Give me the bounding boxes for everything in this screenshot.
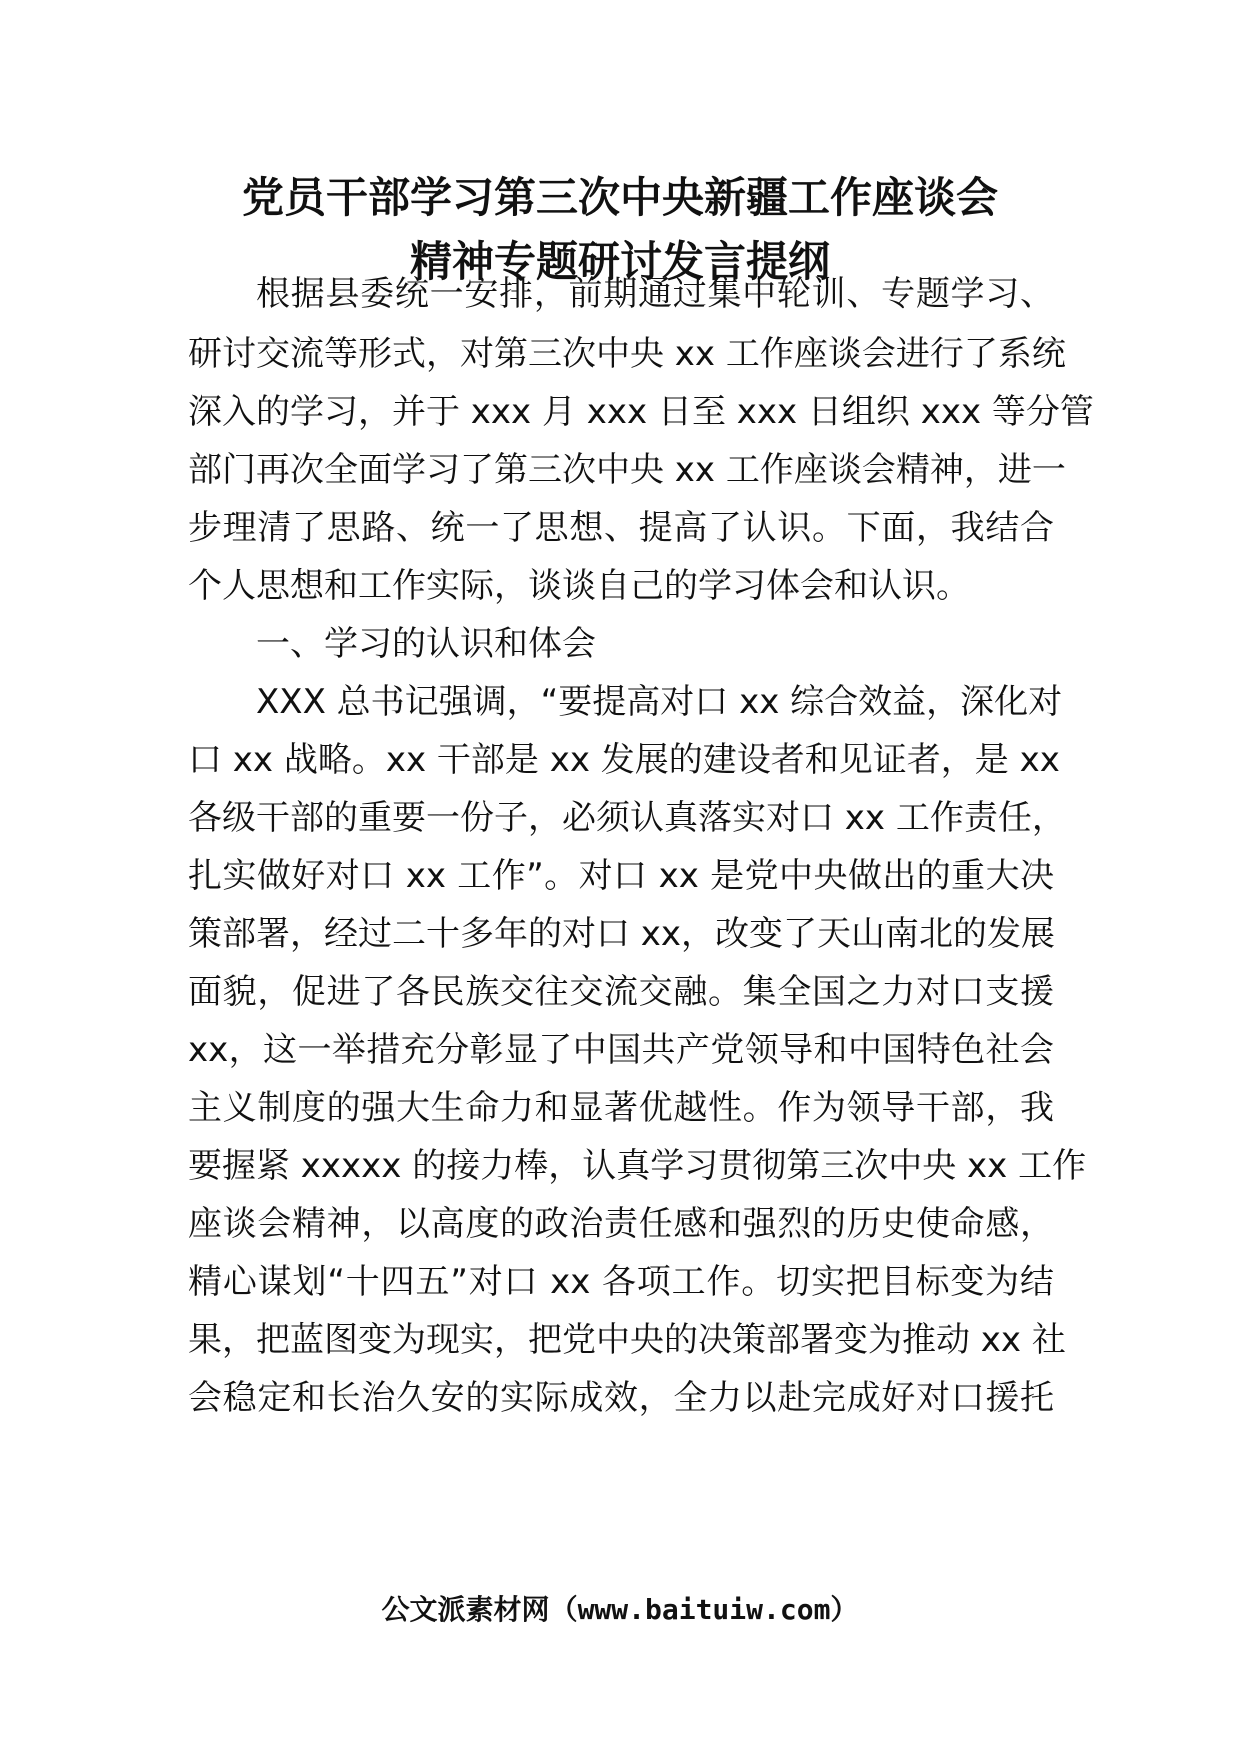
body-line: 面貌，促进了各民族交往交流交融。集全国之力对口支援: [188, 972, 1054, 1012]
footer-watermark: [0, 1588, 1240, 1632]
body-line: 主义制度的强大生命力和显著优越性。作为领导干部，我: [188, 1088, 1054, 1128]
section-heading: 一、学习的认识和体会: [256, 624, 596, 664]
body-line: xx，这一举措充分彰显了中国共产党领导和中国特色社会: [188, 1030, 1054, 1070]
footer-url[interactable]: （www.baituiw.com）: [549, 1593, 859, 1626]
body-line: 个人思想和工作实际，谈谈自己的学习体会和认识。: [188, 566, 970, 606]
footer-site-name: 公文派素材网: [381, 1593, 550, 1626]
body-line: XXX 总书记强调，“要提高对口 xx 综合效益，深化对: [256, 682, 1063, 722]
body-line: 扎实做好对口 xx 工作”。对口 xx 是党中央做出的重大决: [188, 856, 1054, 896]
body-line: 部门再次全面学习了第三次中央 xx 工作座谈会精神，进一: [188, 450, 1066, 490]
document-title-line-1: 党员干部学习第三次中央新疆工作座谈会: [241, 173, 998, 222]
body-line: 座谈会精神，以高度的政治责任感和强烈的历史使命感，: [188, 1204, 1054, 1244]
body-line: 会稳定和长治久安的实际成效，全力以赴完成好对口援托: [188, 1378, 1054, 1418]
body-line: 各级干部的重要一份子，必须认真落实对口 xx 工作责任，: [188, 798, 1066, 838]
body-line: 精心谋划“十四五”对口 xx 各项工作。切实把目标变为结: [188, 1262, 1054, 1302]
document-title-line-2: 精神专题研讨发言提纲: [409, 237, 830, 286]
body-line: 果，把蓝图变为现实，把党中央的决策部署变为推动 xx 社: [188, 1320, 1066, 1360]
body-line: 步理清了思路、统一了思想、提高了认识。下面，我结合: [188, 508, 1054, 548]
body-line: 口 xx 战略。xx 干部是 xx 发展的建设者和见证者，是 xx: [188, 740, 1060, 780]
body-line: 要握紧 xxxxx 的接力棒，认真学习贯彻第三次中央 xx 工作: [188, 1146, 1087, 1186]
body-line: 研讨交流等形式，对第三次中央 xx 工作座谈会进行了系统: [188, 334, 1066, 374]
body-line: 根据县委统一安排，前期通过集中轮训、专题学习、: [256, 274, 1054, 314]
body-line: 深入的学习，并于 xxx 月 xxx 日至 xxx 日组织 xxx 等分管: [188, 392, 1094, 432]
body-line: 策部署，经过二十多年的对口 xx，改变了天山南北的发展: [188, 914, 1056, 954]
